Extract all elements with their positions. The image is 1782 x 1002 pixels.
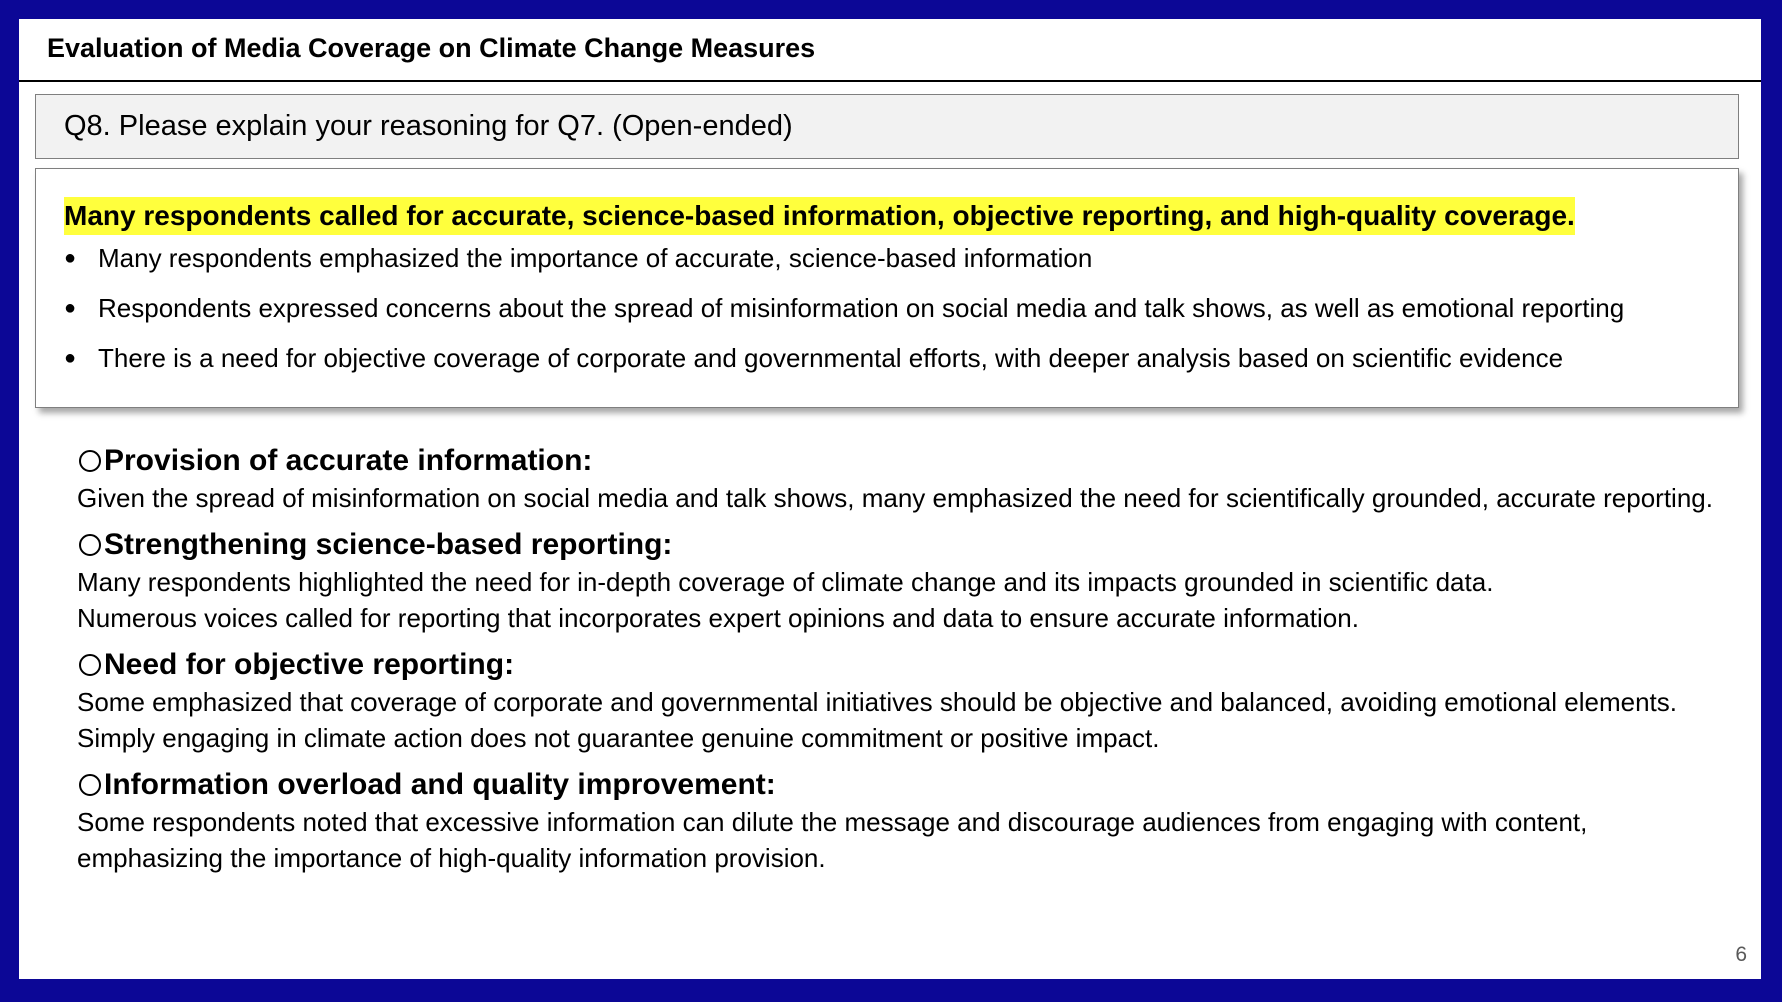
section-heading-text: Need for objective reporting: [104,648,515,681]
section-body-line: Many respondents highlighted the need for in-depth coverage of climate change and its impacts grounded in scientific data. [77,567,1494,597]
summary-bullet [64,291,1718,325]
section-heading-text: Strengthening science-based reporting: [104,528,673,561]
section-heading [77,766,1717,804]
slide [19,19,1761,979]
section-body: Given the spread of misinformation on social media and talk shows, many emphasized the need for scientifically grounded, accurate reporting. [77,483,1713,513]
summary-bullet-text: Many respondents emphasized the importance of accurate, science-based information [98,243,1093,273]
section-objective-reporting [77,646,1717,756]
circle-bullet-icon [79,450,101,472]
section-body: Some respondents noted that excessive information can dilute the message and discourage audiences from engaging with content, emphasizing the importance of high-quality information provision. [77,807,1588,873]
section-heading-text: Provision of accurate information: [104,444,593,477]
summary-bullet [64,241,1718,275]
title-divider [19,80,1761,82]
bullet-dot-icon: ● [64,297,77,319]
bullet-dot-icon: ● [64,347,77,369]
circle-bullet-icon [79,534,101,556]
section-body-line: Numerous voices called for reporting that incorporates expert opinions and data to ensure accurate information. [77,603,1359,633]
summary-bullet-text: There is a need for objective coverage of corporate and governmental efforts, with deeper analysis based on scientific evidence [98,343,1564,373]
question-text: Q8. Please explain your reasoning for Q7. (Open-ended) [64,110,793,142]
section-heading [77,442,1717,480]
section-heading-text: Information overload and quality improvement: [104,768,776,801]
circle-bullet-icon [79,774,101,796]
section-heading [77,646,1717,684]
summary-headline: Many respondents called for accurate, science-based information, objective reporting, and high-quality coverage. [64,197,1575,235]
summary-box [35,168,1739,408]
summary-bullet-list [64,241,1718,375]
detail-sections [77,442,1717,886]
slide-title: Evaluation of Media Coverage on Climate Change Measures [47,33,816,63]
page-number: 6 [1735,943,1747,966]
section-accurate-information [77,442,1717,516]
question-box [35,94,1739,159]
circle-bullet-icon [79,654,101,676]
section-body: Some emphasized that coverage of corporate and governmental initiatives should be objective and balanced, avoiding emotional elements. Simply engaging in climate action does not guarantee genuine commitment or positive impact. [77,687,1677,753]
section-information-overload [77,766,1717,876]
section-science-based-reporting [77,526,1717,636]
bullet-dot-icon: ● [64,247,77,269]
summary-bullet-text: Respondents expressed concerns about the spread of misinformation on social media and talk shows, as well as emotional reporting [98,293,1625,323]
summary-bullet [64,341,1718,375]
section-heading [77,526,1717,564]
